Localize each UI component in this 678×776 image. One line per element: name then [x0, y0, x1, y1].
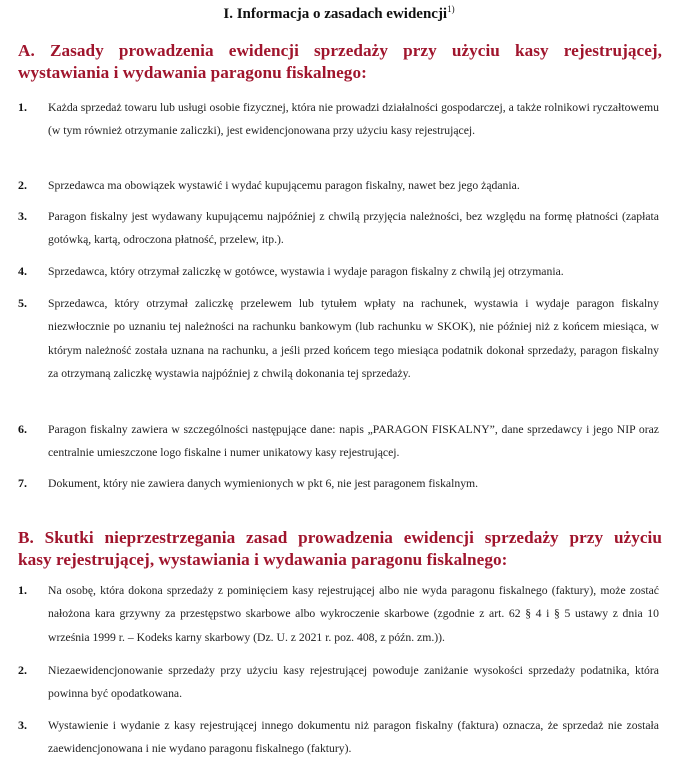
- title-footnote-marker: 1): [447, 4, 455, 14]
- item-number: 3.: [18, 718, 27, 732]
- section-b-heading-line2: kasy rejestrującej, wystawiania i wydawania paragonu fiskalnego:: [18, 550, 508, 569]
- item-number: 2.: [18, 663, 27, 677]
- item-text: Sprzedawca, który otrzymał zaliczkę w gotówce, wystawia i wydaje paragon fiskalny z chwilą jej otrzymania.: [48, 265, 564, 278]
- item-text: Wystawienie i wydanie z kasy rejestrującej innego dokumentu niż paragon fiskalny (faktura) oznacza, że sprzedaż nie została zaewidencjonowana i nie wydano paragonu fiskalnego (faktury).: [48, 719, 659, 756]
- document-title: [0, 4, 678, 23]
- item-text: Niezaewidencjonowanie sprzedaży przy użyciu kasy rejestrującej powoduje zaniżanie wysokości sprzedaży podatnika, która powinna być opodatkowana.: [48, 664, 659, 701]
- item-text: Na osobę, która dokona sprzedaży z pominięciem kasy rejestrującej albo nie wyda paragonu fiskalnego (faktury), może zostać nałożona kara grzywny za przestępstwo skarbowe albo wykroczenie skarbowe (zgodnie z art. 62 § 4 i § 5 ustawy z dnia 10 września 1999 r. – Kodeks karny skarbowy (Dz. U. z 2021 r. poz. 408, z późn. zm.)).: [48, 584, 659, 644]
- item-text: Sprzedawca ma obowiązek wystawić i wydać kupującemu paragon fiskalny, nawet bez jego żądania.: [48, 179, 520, 192]
- item-text: Paragon fiskalny jest wydawany kupującemu najpóźniej z chwilą przyjęcia należności, bez względu na formę płatności (zapłata gotówką, kartą, odroczona płatność, przelew, itp.).: [48, 210, 659, 247]
- item-text: Sprzedawca, który otrzymał zaliczkę przelewem lub tytułem wpłaty na rachunek, wystawia i wydaje paragon fiskalny niezwłocznie po uznaniu tej należności na rachunku bankowym (lub rachunku w SKOK), nie później niż z końcem miesiąca, w którym należność została uznana na rachunku, a jeśli przed końcem tego miesiąca podatnik dokonał sprzedaży, paragon fiskalny za otrzymaną zaliczkę wystawia najpóźniej z chwilą dokonania tej sprzedaży.: [48, 297, 659, 380]
- section-a-heading: [18, 40, 662, 84]
- section-a-heading-line1: A. Zasady prowadzenia ewidencji sprzedaży przy użyciu kasy rejestrującej,: [18, 41, 662, 60]
- item-number: 2.: [18, 178, 27, 192]
- section-b-heading-line1: B. Skutki nieprzestrzegania zasad prowadzenia ewidencji sprzedaży przy użyciu: [18, 528, 662, 547]
- item-number: 1.: [18, 583, 27, 597]
- item-number: 1.: [18, 100, 27, 114]
- item-number: 4.: [18, 264, 27, 278]
- item-number: 3.: [18, 209, 27, 223]
- item-text: Każda sprzedaż towaru lub usługi osobie fizycznej, która nie prowadzi działalności gospodarczej, a także rolnikowi ryczałtowemu (w tym również otrzymanie zaliczki), jest ewidencjonowana przy użyciu kasy rejestrującej.: [48, 101, 659, 138]
- document-title-text: I. Informacja o zasadach ewidencji: [223, 6, 448, 22]
- section-a-heading-line2: wystawiania i wydawania paragonu fiskalnego:: [18, 63, 367, 82]
- item-number: 5.: [18, 296, 27, 310]
- section-b-heading: [18, 527, 662, 571]
- item-number: 6.: [18, 422, 27, 436]
- item-text: Dokument, który nie zawiera danych wymienionych w pkt 6, nie jest paragonem fiskalnym.: [48, 477, 479, 490]
- item-text: Paragon fiskalny zawiera w szczególności następujące dane: napis „PARAGON FISKALNY”, dane sprzedawcy i jego NIP oraz centralnie umieszczone logo fiskalne i numer unikatowy kasy rejestrującej.: [48, 423, 659, 460]
- item-number: 7.: [18, 476, 27, 490]
